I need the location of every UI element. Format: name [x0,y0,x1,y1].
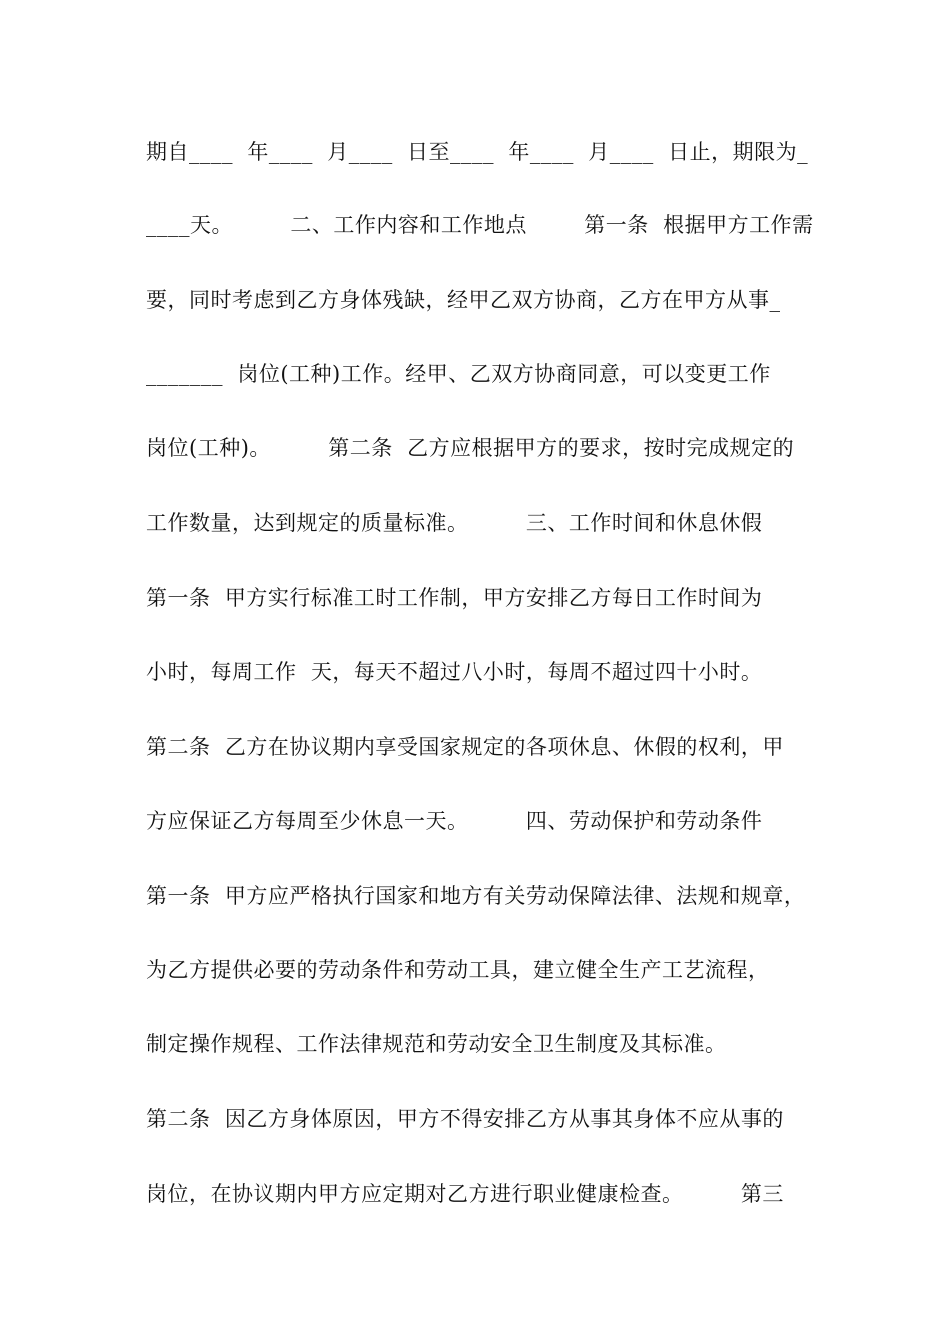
text-line-14: 第二条 因乙方身体原因，甲方不得安排乙方从事其身体不应从事的 [146,1107,784,1131]
text-line-15: 岗位，在协议期内甲方应定期对乙方进行职业健康检查。 第三 [146,1182,784,1206]
text-line-9: 第二条 乙方在协议期内享受国家规定的各项休息、休假的权利，甲 [146,735,784,759]
text-line-4: _______ 岗位(工种)工作。经甲、乙双方协商同意，可以变更工作 [146,362,771,386]
text-line-2: ____天。 二、工作内容和工作地点 第一条 根据甲方工作需 [146,213,814,237]
text-line-10: 方应保证乙方每周至少休息一天。 四、劳动保护和劳动条件 [146,809,763,833]
text-line-8: 小时，每周工作 天，每天不超过八小时，每周不超过四十小时。 [146,660,763,684]
text-line-11: 第一条 甲方应严格执行国家和地方有关劳动保障法律、法规和规章， [146,884,806,908]
text-line-12: 为乙方提供必要的劳动条件和劳动工具，建立健全生产工艺流程， [146,958,770,982]
text-line-7: 第一条 甲方实行标准工时工作制，甲方安排乙方每日工作时间为 [146,586,763,610]
text-line-5: 岗位(工种)。 第二条 乙方应根据甲方的要求，按时完成规定的 [146,436,795,460]
text-line-1: 期自____ 年____ 月____ 日至____ 年____ 月____ 日止，期限为_ [146,140,809,164]
text-line-3: 要，同时考虑到乙方身体残缺，经甲乙双方协商，乙方在甲方从事_ [146,288,781,312]
text-line-6: 工作数量，达到规定的质量标准。 三、工作时间和休息休假 [146,511,763,535]
text-line-13: 制定操作规程、工作法律规范和劳动安全卫生制度及其标准。 [146,1032,727,1056]
